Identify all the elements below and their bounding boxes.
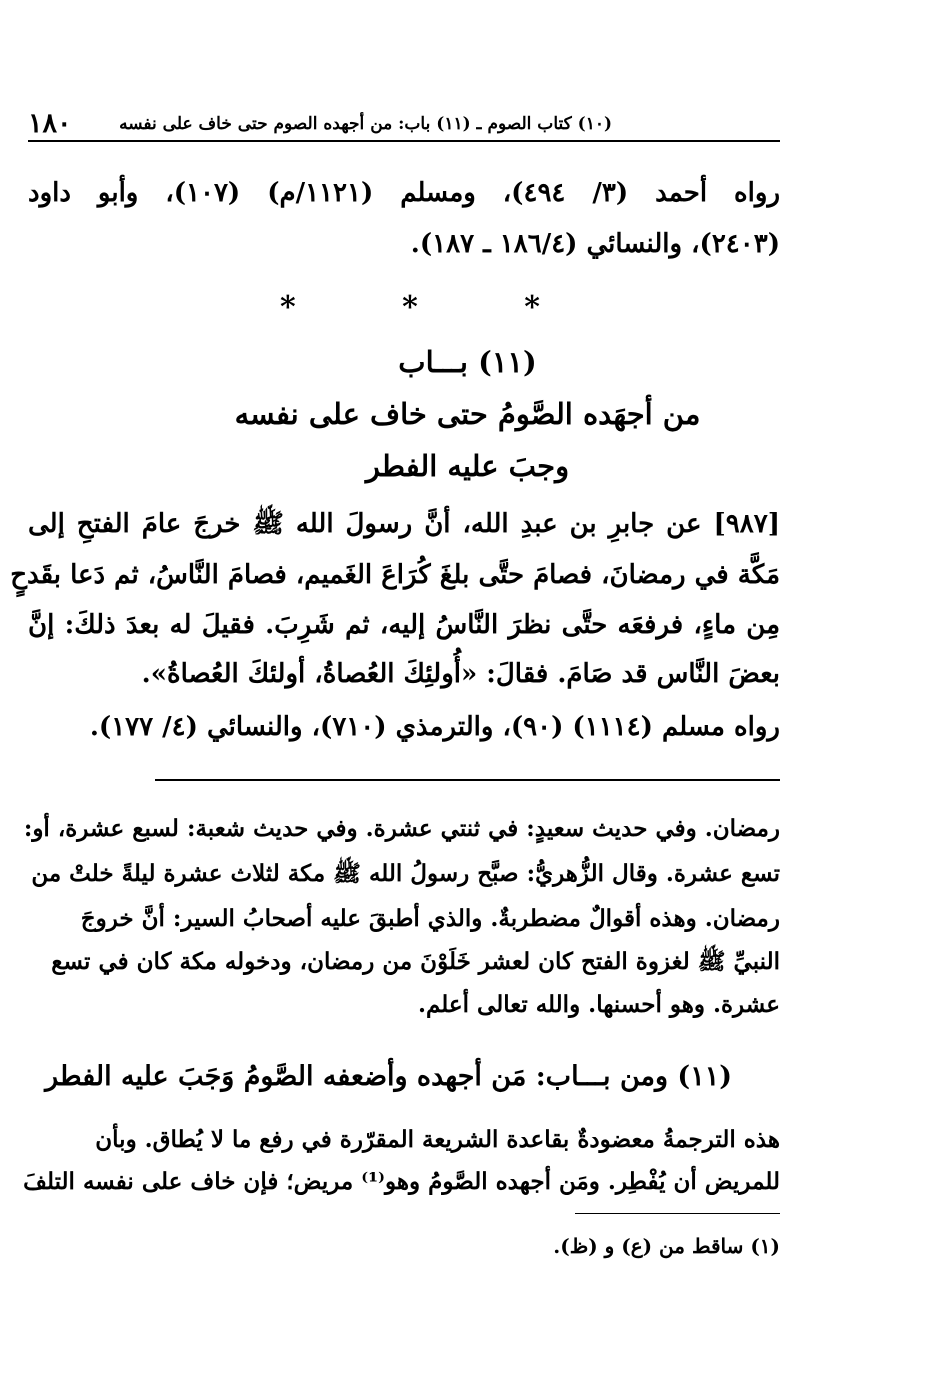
page-number: ١٨٠ bbox=[28, 108, 72, 139]
chapter-number: (١١) بـــاب bbox=[398, 345, 537, 379]
star-icon: * bbox=[402, 290, 418, 325]
commentary-line: للمريض أن يُفْطِر. ومَن أجهده الصَّومُ وهو⁽¹⁾ مريض؛ فإن خاف على نفسه التلفَ bbox=[23, 1168, 780, 1195]
chapter-title: وجبَ عليه الفطر bbox=[365, 449, 570, 483]
commentary-line: تسع عشرة. وقال الزُّهريُّ: صبَّح رسولُ الله ﷺ مكة لثلاث عشرة ليلةً خلتْ من bbox=[31, 860, 780, 887]
text-line: رواه أحمد (٣/ ٤٩٤)، ومسلم (١١٢١/م) (١٠٧)، وأبو داود bbox=[28, 178, 780, 208]
star-icon: * bbox=[280, 290, 296, 325]
hadith-line: [٩٨٧] عن جابرِ بن عبدِ الله، أنَّ رسولَ الله ﷺ خرجَ عامَ الفتحِ إلى bbox=[28, 509, 780, 539]
footnote: (١) ساقط من (ع) و (ظ). bbox=[553, 1234, 780, 1258]
commentary-line: رمضان. وفي حديث سعيدٍ: في ثنتي عشرة. وفي حديث شعبة: لسبع عشرة، أو: bbox=[23, 815, 780, 842]
star-separator bbox=[280, 290, 540, 325]
commentary-line: عشرة. وهو أحسنها. والله تعالى أعلم. bbox=[417, 991, 780, 1018]
commentary-line: رمضان. وهذه أقوالٌ مضطربةٌ. والذي أطبقَ عليه أصحابُ السير: أنَّ خروجَ bbox=[80, 905, 780, 932]
chapter-title: من أجهَده الصَّومُ حتى خاف على نفسه bbox=[234, 397, 701, 431]
text-line: (٢٤٠٣)، والنسائي (١٨٦/٤ ـ ١٨٧). bbox=[410, 229, 780, 259]
commentary-line: النبيِّ ﷺ لغزوة الفتح كان لعشر خَلَوْنَ من رمضان، ودخوله مكة كان في تسع bbox=[51, 948, 780, 975]
star-icon: * bbox=[524, 290, 540, 325]
hadith-line: مِن ماءٍ، فرفعَه حتَّى نظرَ النَّاسُ إليه، ثم شَرِبَ. فقيلَ له بعدَ ذلكَ: إنَّ bbox=[28, 610, 780, 640]
running-title: (١٠) كتاب الصوم ـ (١١) باب: من أجهده الصوم حتى خاف على نفسه bbox=[119, 114, 612, 134]
footnote-divider bbox=[575, 1213, 780, 1214]
commentary-line: هذه الترجمةُ معضودةٌ بقاعدة الشريعة المقرّرة في رفع ما لا يُطاق. وبأن bbox=[95, 1126, 780, 1153]
page-header bbox=[28, 108, 780, 142]
hadith-line: مَكَّة في رمضانَ، فصامَ حتَّى بلغَ كُرَاعَ الغَميم، فصامَ النَّاسُ، ثم دَعا بقَدحٍ bbox=[10, 560, 780, 590]
divider bbox=[155, 779, 780, 781]
hadith-line: بعضَ النَّاس قد صَامَ. فقالَ: «أُولئِكَ العُصاةُ، أولئكَ العُصاةُ». bbox=[141, 659, 780, 689]
takhrij-line: رواه مسلم (١١١٤) (٩٠)، والترمذي (٧١٠)، والنسائي (٤/ ١٧٧). bbox=[89, 712, 780, 742]
section-heading: (١١) ومن بـــاب: مَن أجهده وأضعفه الصَّومُ وَجَبَ عليه الفطر bbox=[45, 1061, 732, 1092]
